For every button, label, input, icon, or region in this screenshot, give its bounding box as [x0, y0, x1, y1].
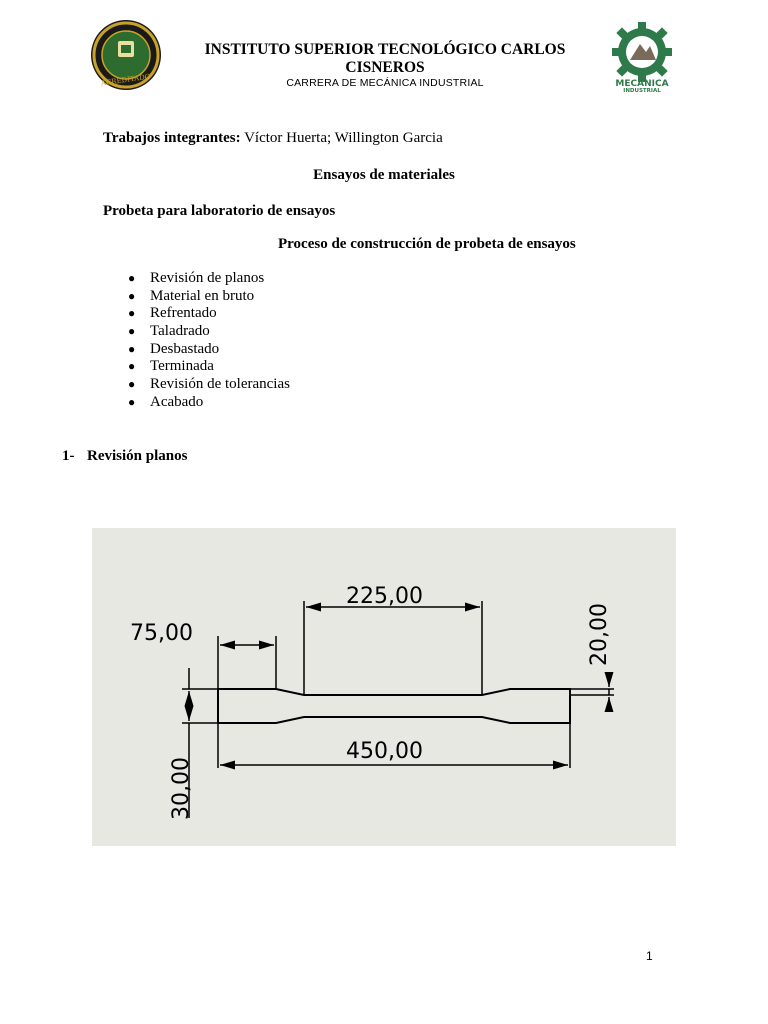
process-steps-list [128, 270, 290, 412]
section-number: 1- [62, 448, 75, 464]
bullet-icon: ● [128, 341, 136, 356]
career-subtitle: CARRERA DE MECÁNICA INDUSTRIAL [286, 77, 484, 89]
industrial-text: INDUSTRIAL [623, 88, 661, 92]
page-number: 1 [646, 949, 653, 963]
specimen-outline [218, 689, 570, 723]
bullet-icon: ● [128, 288, 136, 303]
members-label: Trabajos integrantes: [103, 130, 241, 146]
bullet-icon: ● [128, 271, 136, 285]
bullet-icon: ● [128, 394, 136, 409]
dim-label-225: 225,00 [346, 584, 423, 609]
bullet-icon: ● [128, 359, 136, 374]
dim-label-20: 20,00 [587, 603, 612, 666]
bullet-icon: ● [128, 377, 136, 392]
bullet-icon: ● [128, 306, 136, 321]
dim-label-75: 75,00 [130, 621, 193, 646]
mecanica-industrial-gear-logo [606, 20, 678, 92]
members-line [103, 130, 443, 147]
list-item: ● Terminada [128, 358, 214, 375]
list-item: ● Acabado [128, 393, 204, 410]
list-item: ● Taladrado [128, 323, 210, 340]
acreditado-seal-logo [89, 19, 163, 91]
list-item: ● Desbastado [128, 340, 220, 357]
bullet-icon: ● [128, 324, 136, 339]
proceso-heading: Proceso de construcción de probeta de ensayos [278, 236, 576, 252]
section-heading [62, 448, 187, 465]
list-item: ● Revisión de tolerancias [128, 376, 290, 393]
list-item: ● Material en bruto [128, 287, 255, 304]
members-value: Víctor Huerta; Willington Garcia [240, 130, 443, 146]
section-title: Revisión planos [87, 448, 188, 464]
dim-label-30: 30,00 [169, 757, 194, 820]
document-title: Ensayos de materiales [313, 167, 455, 183]
dim-label-450: 450,00 [346, 739, 423, 764]
institute-title: INSTITUTO SUPERIOR TECNOLÓGICO CARLOS CISNEROS [204, 41, 566, 76]
probeta-heading: Probeta para laboratorio de ensayos [103, 203, 336, 219]
list-item: ● Refrentado [128, 305, 217, 322]
mecanica-text: MECÁNICA [615, 79, 669, 89]
acreditado-text: ACREDITADO [100, 72, 151, 88]
specimen-drawing [92, 528, 676, 846]
list-item: ● Revisión de planos [128, 270, 265, 286]
